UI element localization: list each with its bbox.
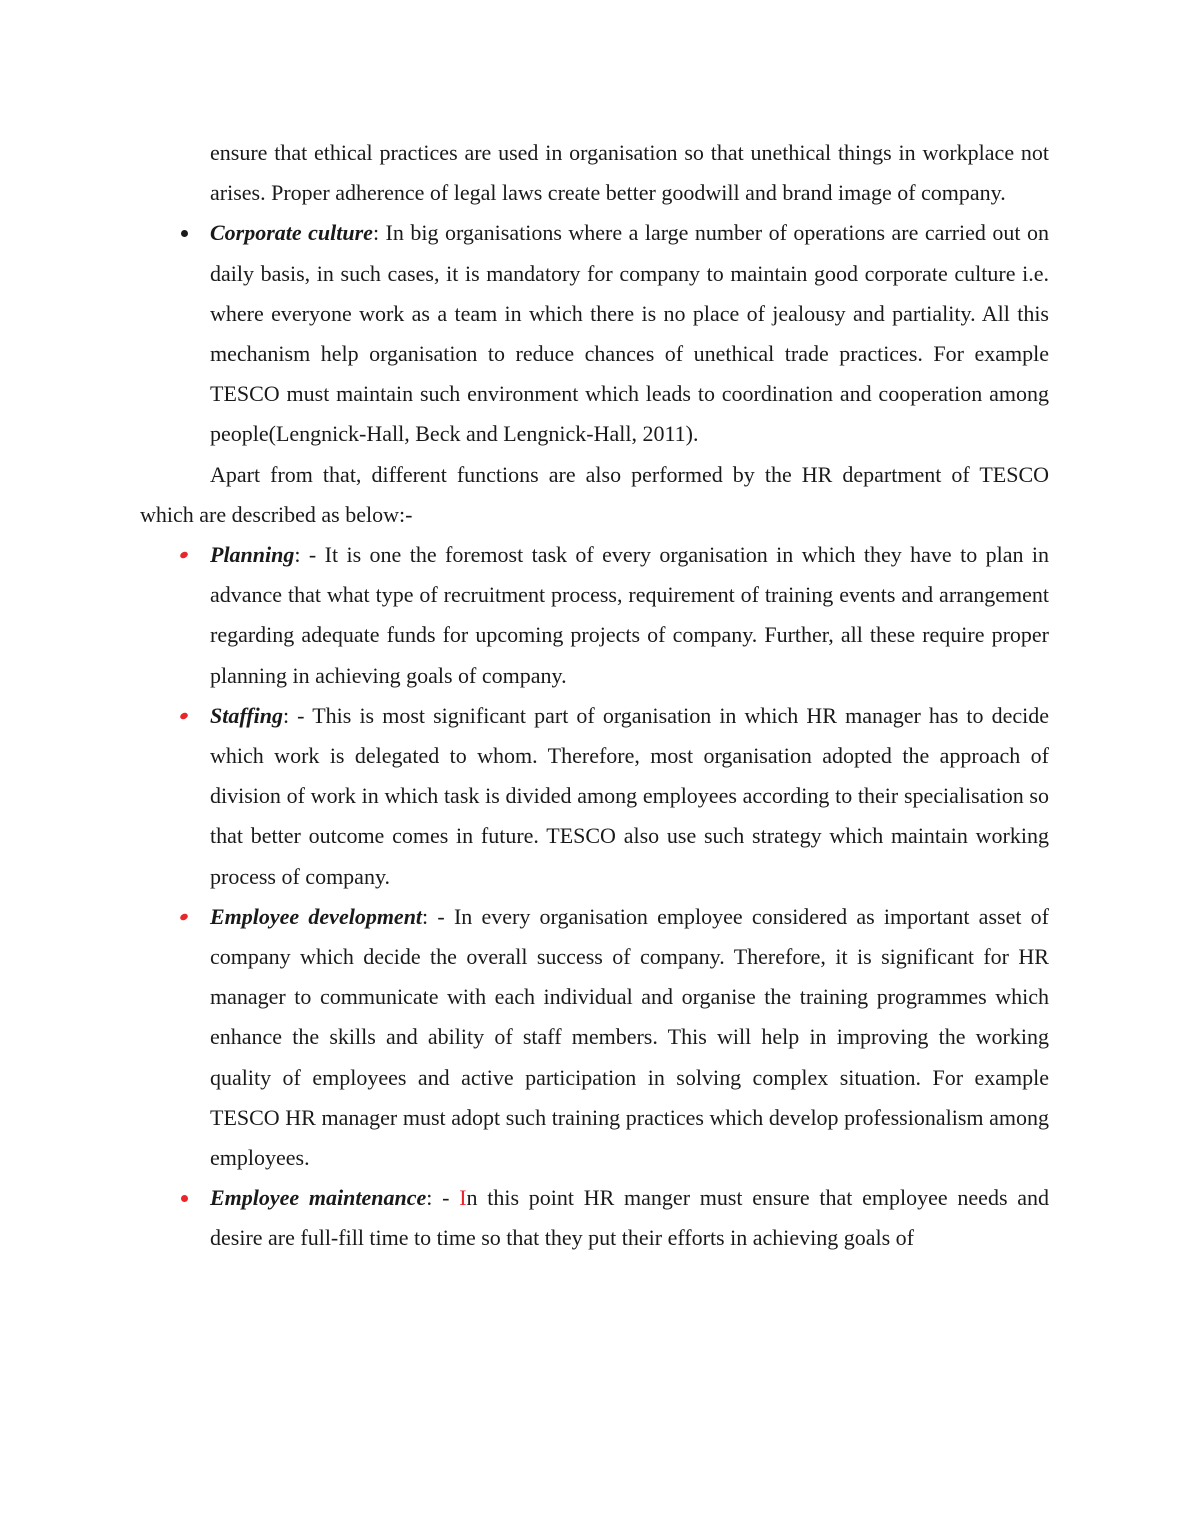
red-initial: I xyxy=(459,1185,467,1211)
term-separator: : - xyxy=(422,903,454,929)
list-item-employee-development xyxy=(140,897,1049,1178)
bullet-icon xyxy=(174,897,194,937)
list-item-corporate-culture xyxy=(140,213,1049,454)
item-text: In big organisations where a large number of operations are carried out on daily basis, in such cases, it is mandatory for company to maintain good corporate culture i.e. where everyone work as a team in which there is no place of jealousy and partiality. All this mechanism help organisation to reduce chances of unethical trade practices. For example TESCO must maintain such environment which leads to coordination and cooperation among people(Lengnick-Hall, Beck and Lengnick-Hall, 2011). xyxy=(210,220,1049,447)
term-employee-maintenance: Employee maintenance xyxy=(210,1185,427,1211)
term-corporate-culture: Corporate culture xyxy=(210,220,373,246)
item-text: This is most significant part of organisation in which HR manager has to decide which work is delegated to whom. Therefore, most organisation adopted the approach of division of work in which task is divided among employees according to their specialisation so that better outcome comes in future. TESCO also use such strategy which maintain working process of company. xyxy=(210,702,1049,889)
term-separator: : - xyxy=(426,1185,460,1211)
intro-paragraph: Apart from that, different functions are also performed by the HR department of TESCO which are described as below:- xyxy=(140,461,1049,527)
list-item-staffing xyxy=(140,696,1049,897)
item-text: It is one the foremost task of every organisation in which they have to plan in advance that what type of recruitment process, requirement of training events and arrangement regarding adequate funds for upcoming projects of company. Further, all these require proper planning in achieving goals of company. xyxy=(210,542,1049,688)
item-text: n this point HR manger must ensure that employee needs and desire are full-fill time to time so that they put their efforts in achieving goals of xyxy=(210,1185,1050,1251)
document-body xyxy=(140,133,1049,1259)
term-planning: Planning xyxy=(210,542,295,568)
bullet-icon xyxy=(174,1178,194,1218)
bullet-icon xyxy=(174,535,194,575)
term-employee-development: Employee development xyxy=(210,903,423,929)
continuation-paragraph: ensure that ethical practices are used in organisation so that unethical things in workplace not arises. Proper adherence of legal laws create better goodwill and brand image of company. xyxy=(210,140,1049,206)
term-separator: : xyxy=(372,220,380,246)
term-separator: : - xyxy=(294,542,325,568)
term-staffing: Staffing xyxy=(210,702,283,728)
list-item-planning xyxy=(140,535,1049,696)
list-item-employee-maintenance xyxy=(140,1178,1049,1258)
item-text: In every organisation employee considered as important asset of company which decide the overall success of company. Therefore, it is significant for HR manager to communicate with each individual and organise the training programmes which enhance the skills and ability of staff members. This will help in improving the working quality of employees and active participation in solving complex situation. For example TESCO HR manager must adopt such training practices which develop professionalism among employees. xyxy=(210,903,1049,1171)
bullet-icon xyxy=(174,213,194,253)
term-separator: : - xyxy=(282,702,313,728)
bullet-icon xyxy=(174,696,194,736)
